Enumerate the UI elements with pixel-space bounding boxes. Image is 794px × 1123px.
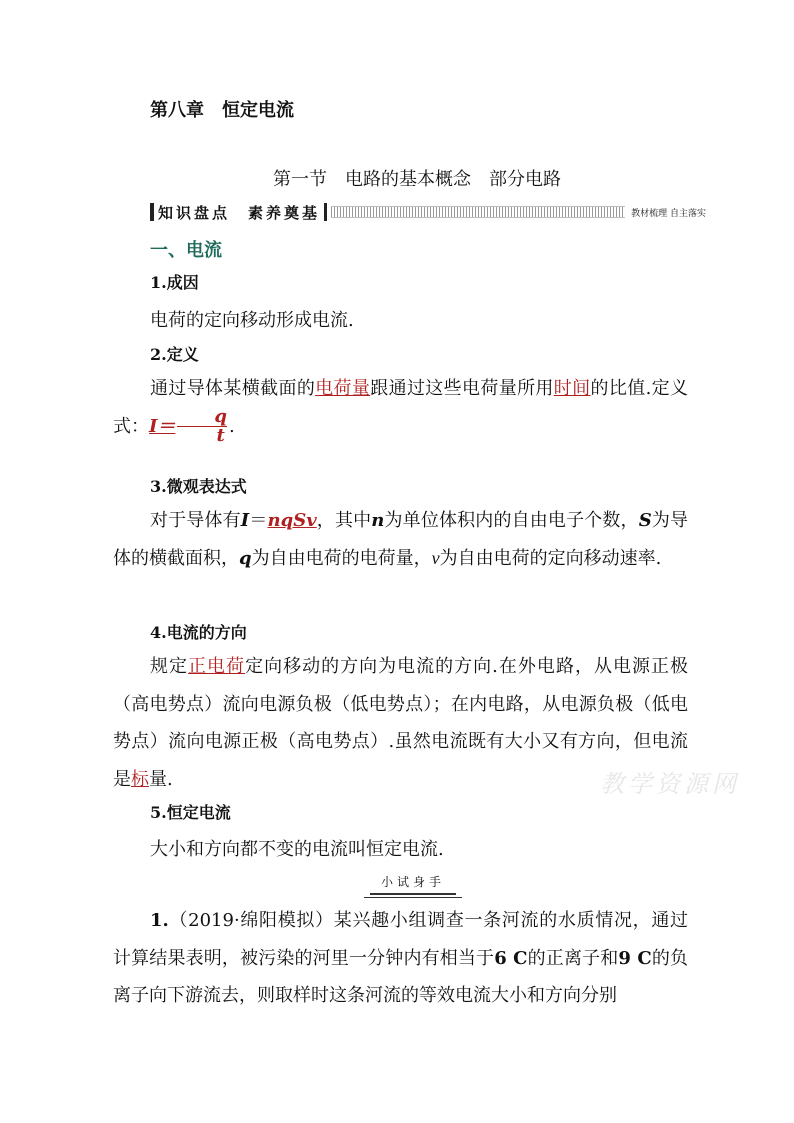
- formula-denominator: t: [216, 425, 225, 446]
- item3-text-2: ，其中: [316, 510, 372, 531]
- problem-number: 1.: [150, 910, 169, 931]
- item2-text-1: 通过导体某横截面的: [150, 378, 316, 399]
- item3-text: [113, 502, 688, 577]
- watermark: 教学资源网: [600, 770, 740, 798]
- banner-right-label: 教材梳理 自主落实: [631, 208, 706, 219]
- item2-key-charge: 电荷量: [315, 378, 371, 399]
- section-title: 第一节 电路的基本概念 部分电路: [273, 169, 561, 190]
- var-S: S: [638, 510, 652, 531]
- item4-title: 4.电流的方向: [150, 623, 247, 642]
- item1-text: 电荷的定向移动形成电流.: [150, 310, 354, 331]
- try-yourself-label: 小试身手: [370, 873, 456, 895]
- var-v: v: [431, 547, 440, 568]
- formula-period: .: [229, 415, 235, 437]
- item3-text-6: 为自由电荷的定向移动速率.: [439, 547, 662, 569]
- part-heading-current: 一、电流: [150, 240, 222, 261]
- problem-source: （2019·绵阳模拟）: [168, 910, 334, 931]
- item1-title: 1.成因: [150, 273, 199, 292]
- item2-title: 2.定义: [150, 345, 199, 364]
- equals-sign: ＝: [249, 510, 268, 531]
- chapter-title: 第八章 恒定电流: [150, 100, 294, 121]
- item3-title: 3.微观表达式: [150, 477, 247, 496]
- var-I: I: [240, 510, 250, 531]
- banner-bar-left: [150, 203, 154, 221]
- item2-text-3: 的比值.定义式：: [113, 378, 689, 437]
- formula-numerator: q: [214, 406, 228, 427]
- item3-text-4: 为导体的横截面积，: [113, 510, 689, 569]
- item4-key-positive-charge: 正电荷: [188, 656, 246, 677]
- var-n: n: [371, 510, 385, 531]
- formula-fraction: [177, 408, 227, 445]
- banner-pattern: [331, 206, 625, 218]
- problem-1: [113, 902, 688, 1015]
- formula-lhs: I＝: [149, 415, 176, 437]
- item4-text-1: 规定: [150, 656, 189, 677]
- item3-text-3: 为单位体积内的自由电子个数，: [384, 510, 639, 531]
- item3-text-1: 对于导体有: [150, 510, 241, 531]
- var-q: q: [239, 547, 252, 569]
- item2-key-time: 时间: [553, 378, 591, 399]
- problem-value-positive: 6 C: [494, 947, 528, 969]
- banner-bar-divider: [324, 203, 327, 221]
- item2-text-2: 跟通过这些电荷量所用: [370, 378, 554, 399]
- item3-key-nqsv: nqSv: [267, 510, 317, 531]
- problem-text-2: 的正离子和: [527, 947, 619, 969]
- section-banner: [150, 202, 706, 222]
- item4-key-scalar: 标: [131, 768, 149, 790]
- problem-value-negative: 9 C: [618, 947, 652, 969]
- item2-definition: [113, 370, 688, 445]
- problem-text-3: 的负离子向下游流去，则取样时这条河流的等效电流大小和方向分别: [113, 947, 689, 1006]
- problem-text-1: 某兴趣小组调查一条河流的水质情况，通过计算结果表明，被污染的河里一分钟内有相当于: [113, 910, 688, 969]
- item5-text: 大小和方向都不变的电流叫恒定电流.: [150, 839, 444, 860]
- item4-text-2: 定向移动的方向为电流的方向.在外电路，从电源正极（高电势点）流向电源负极（低电势点）；在内电路，从电源负极（低电势点）流向电源正极（高电势点）.虽然电流既有大小又有方向，但电流是: [113, 656, 688, 790]
- item4-text-3: 量.: [149, 768, 173, 790]
- item3-text-5: 为自由电荷的电荷量，: [251, 547, 432, 569]
- item5-title: 5.恒定电流: [150, 803, 231, 822]
- banner-main-label: 知识盘点 素养奠基: [158, 203, 321, 222]
